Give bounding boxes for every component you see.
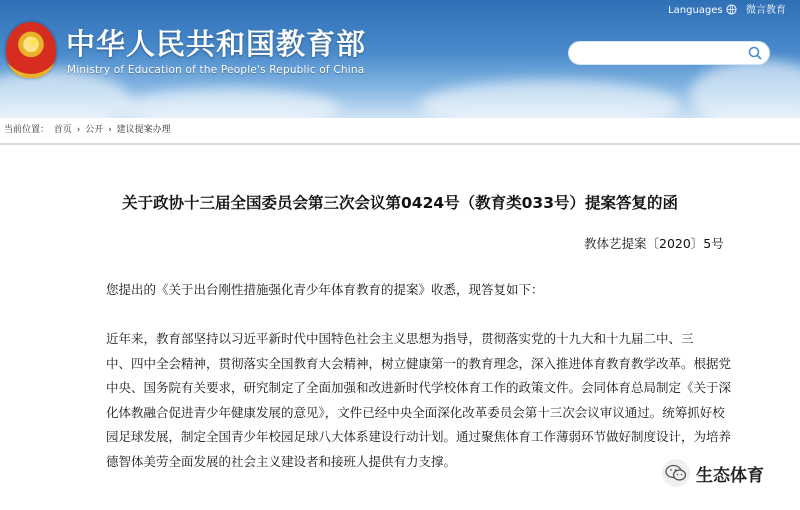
- document-title: 关于政协十三届全国委员会第三次会议第0424号（教育类033号）提案答复的函: [122, 194, 678, 212]
- content-panel: [0, 143, 800, 510]
- languages-link[interactable]: Languages: [668, 5, 723, 16]
- weibo-link[interactable]: 微言教育: [746, 5, 786, 16]
- body-paragraph: [106, 327, 731, 474]
- search-input[interactable]: [579, 45, 743, 61]
- breadcrumb-item-public[interactable]: 公开: [85, 125, 104, 135]
- top-links: [662, 1, 786, 16]
- star-icon: ★: [27, 35, 40, 51]
- cloud-decoration: [690, 60, 800, 118]
- body-line: 化体教融合促进青少年健康发展的意见》，文件已经中央全面深化改革委员会第十三次会议审议通过。统筹抓好校: [106, 404, 725, 420]
- site-title[interactable]: 中华人民共和国教育部: [66, 27, 367, 61]
- intro-paragraph: 您提出的《关于出台刚性措施强化青少年体育教育的提案》收悉，现答复如下：: [106, 282, 544, 297]
- national-emblem-icon[interactable]: [6, 22, 56, 78]
- cloud-decoration: [0, 70, 130, 118]
- breadcrumb-separator: ›: [76, 125, 81, 135]
- globe-icon: [726, 4, 737, 15]
- site-subtitle: Ministry of Education of the People's Republic of China: [67, 64, 365, 76]
- body-line: 德智体美劳全面发展的社会主义建设者和接班人提供有力支撑。: [106, 453, 457, 469]
- watermark-text: 生态体育: [696, 465, 764, 486]
- search-icon[interactable]: [747, 45, 763, 61]
- wechat-icon: [662, 459, 690, 487]
- watermark: [662, 456, 764, 490]
- breadcrumb: [0, 122, 800, 138]
- breadcrumb-label: 当前位置：: [4, 125, 50, 135]
- search-box[interactable]: [568, 41, 770, 65]
- breadcrumb-separator: ›: [108, 125, 112, 135]
- site-header: [0, 0, 800, 118]
- cloud-decoration: [420, 80, 680, 118]
- body-line: 中央、国务院有关要求，研究制定了全面加强和改进新时代学校体育工作的政策文件。会同体育总局制定《关于深: [106, 380, 732, 395]
- body-line: 近年来，教育部坚持以习近平新时代中国特色社会主义思想为指导，贯彻落实党的十九大和十九届二中、三: [106, 331, 694, 346]
- breadcrumb-item-proposals[interactable]: 建议提案办理: [116, 125, 171, 135]
- breadcrumb-item-home[interactable]: 首页: [53, 125, 72, 135]
- body-line: 园足球发展，制定全国青少年校园足球八大体系建设行动计划。通过聚焦体育工作薄弱环节做好制度设计，为培养: [106, 429, 732, 444]
- body-line: 中、四中全会精神，贯彻落实全国教育大会精神，树立健康第一的教育理念，深入推进体育教育教学改革。根据党: [106, 355, 732, 371]
- cloud-decoration: [120, 88, 340, 118]
- document-number: 教体艺提案〔2020〕5号: [584, 236, 724, 251]
